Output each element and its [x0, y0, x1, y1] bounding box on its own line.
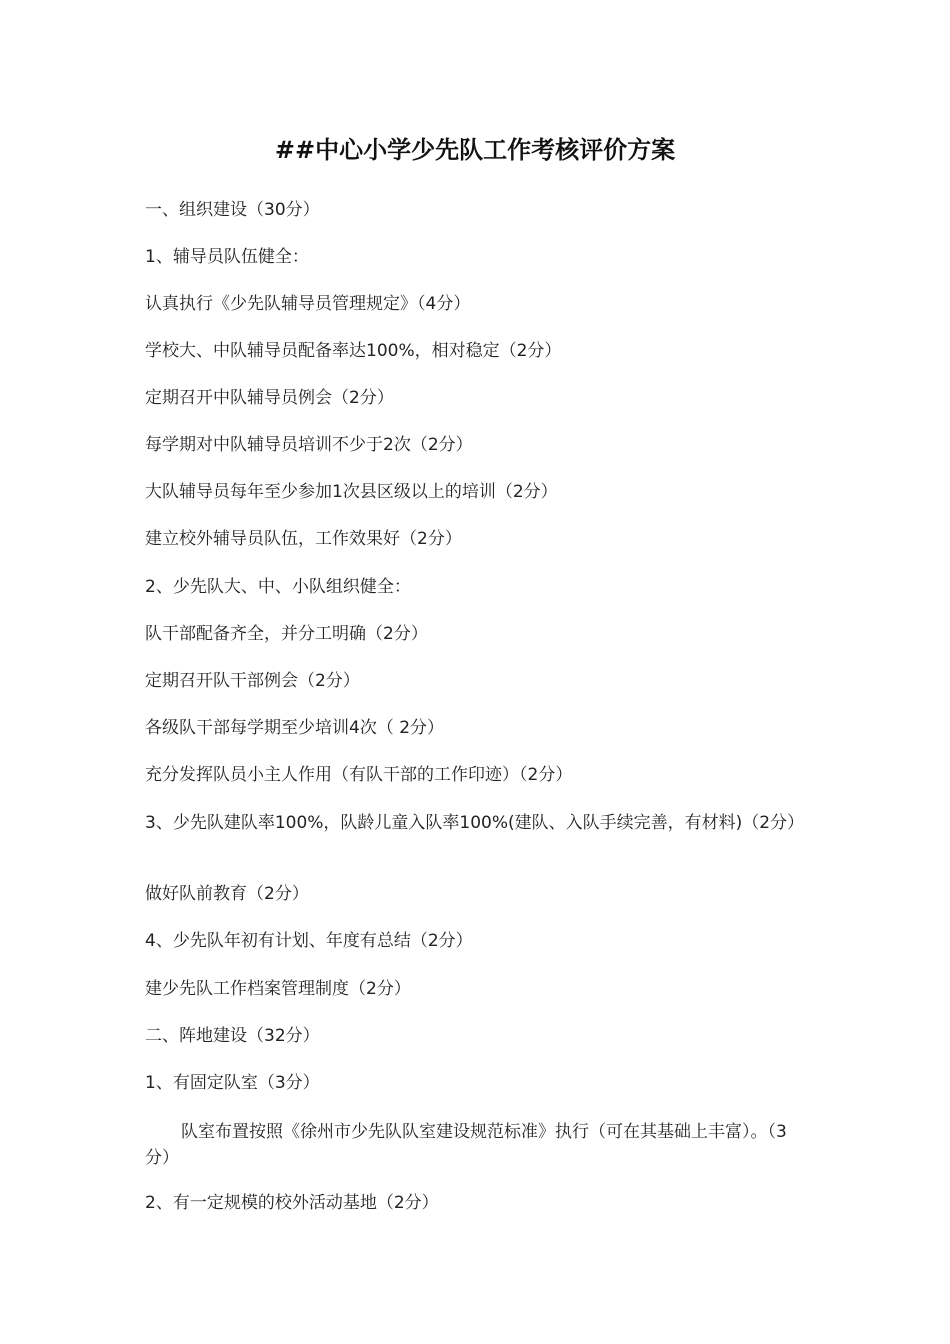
paragraph: 做好队前教育（2分）	[145, 884, 309, 904]
section-heading-facilities: 二、阵地建设（32分）	[145, 1026, 320, 1046]
item-heading-team-room: 1、有固定队室（3分）	[145, 1073, 320, 1093]
paragraph: 大队辅导员每年至少参加1次县区级以上的培训（2分）	[145, 482, 558, 502]
paragraph: 建少先队工作档案管理制度（2分）	[145, 979, 411, 999]
item-heading-organization: 2、少先队大、中、小队组织健全：	[145, 577, 411, 597]
paragraph: 定期召开队干部例会（2分）	[145, 671, 360, 691]
paragraph: 每学期对中队辅导员培训不少于2次（2分）	[145, 435, 473, 455]
paragraph: 队干部配备齐全，并分工明确（2分）	[145, 624, 428, 644]
paragraph: 建立校外辅导员队伍，工作效果好（2分）	[145, 529, 462, 549]
paragraph: 3、少先队建队率100%，队龄儿童入队率100%(建队、入队手续完善，有材料)（2分）	[145, 813, 805, 833]
paragraph: 定期召开中队辅导员例会（2分）	[145, 388, 394, 408]
paragraph: 各级队干部每学期至少培训4次（ 2分）	[145, 718, 445, 738]
document-title: ##中心小学少先队工作考核评价方案	[274, 136, 676, 164]
paragraph: 认真执行《少先队辅导员管理规定》（4分）	[145, 294, 471, 314]
paragraph: 学校大、中队辅导员配备率达100%，相对稳定（2分）	[145, 341, 562, 361]
paragraph: 充分发挥队员小主人作用（有队干部的工作印迹）（2分）	[145, 765, 573, 785]
section-heading-organization: 一、组织建设（30分）	[145, 200, 320, 220]
item-heading-counselors: 1、辅导员队伍健全：	[145, 247, 309, 267]
paragraph: 4、少先队年初有计划、年度有总结（2分）	[145, 931, 473, 951]
paragraph: 队室布置按照《徐州市少先队队室建设规范标准》执行（可在其基础上丰富）。（3分）	[145, 1122, 787, 1168]
item-heading-activity-base: 2、有一定规模的校外活动基地（2分）	[145, 1193, 439, 1213]
